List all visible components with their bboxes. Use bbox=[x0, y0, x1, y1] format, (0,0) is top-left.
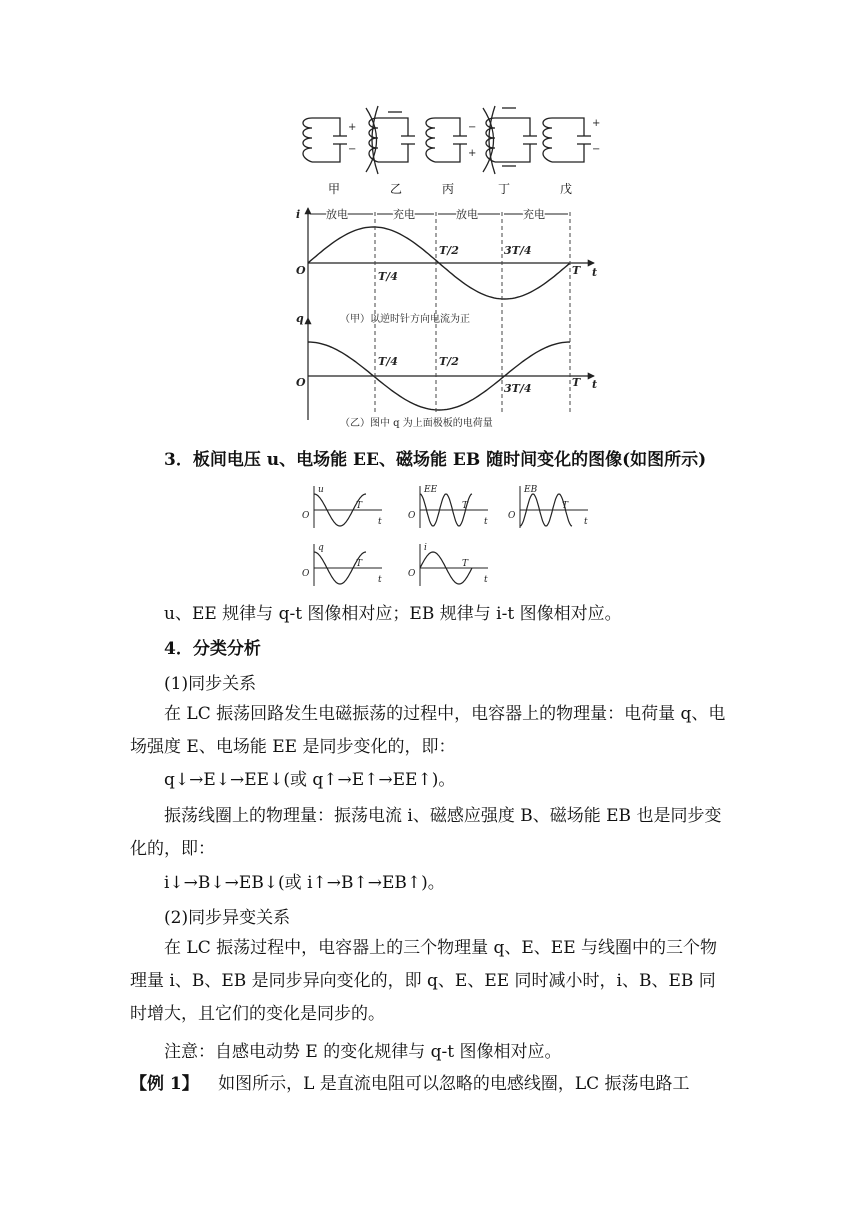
q-caption: （乙）图中 q 为上面极板的电荷量 bbox=[340, 418, 493, 429]
example-line bbox=[130, 1072, 690, 1096]
circuit-yi bbox=[366, 106, 415, 174]
small-label-t: t bbox=[484, 575, 488, 585]
i-tick-half: T/2 bbox=[439, 244, 459, 257]
formula-2: i↓→B↓→EB↓(或 i↑→B↑→EB↑)。 bbox=[164, 873, 445, 893]
small-label-o: O bbox=[408, 511, 416, 521]
example-text: 如图所示，L 是直流电阻可以忽略的电感线圈，LC 振荡电路工 bbox=[218, 1074, 690, 1094]
small-graph bbox=[302, 543, 382, 586]
circuit-labels bbox=[290, 180, 610, 198]
circuit-label: 丁 bbox=[498, 182, 511, 196]
example-tag: 【例 1】 bbox=[130, 1074, 199, 1094]
small-label-y: EE bbox=[424, 485, 438, 495]
q-t-label: t bbox=[592, 378, 598, 391]
small-graphs bbox=[290, 480, 610, 590]
svg-text:+: + bbox=[468, 148, 477, 159]
phase-label: 充电 bbox=[523, 208, 545, 221]
svg-text:−: − bbox=[592, 144, 601, 155]
small-label-o: O bbox=[302, 569, 310, 579]
small-graph bbox=[408, 485, 488, 528]
small-label-t: t bbox=[484, 517, 488, 527]
small-label-o: O bbox=[302, 511, 310, 521]
small-graph bbox=[408, 543, 488, 586]
small-label-y: q bbox=[318, 543, 324, 553]
small-label-t: t bbox=[584, 517, 588, 527]
small-label-T: T bbox=[356, 559, 363, 569]
q-tick-half: T/2 bbox=[439, 355, 459, 368]
circuit-label: 戊 bbox=[560, 182, 573, 196]
svg-text:−: − bbox=[348, 144, 357, 155]
small-label-T: T bbox=[462, 501, 469, 511]
formula-1: q↓→E↓→EE↓(或 q↑→E↑→EE↑)。 bbox=[164, 770, 456, 790]
small-label-o: O bbox=[408, 569, 416, 579]
it-qt-graphs bbox=[290, 200, 610, 430]
q-tick-q3: 3T/4 bbox=[504, 382, 532, 395]
small-graph bbox=[508, 485, 588, 528]
small-label-o: O bbox=[508, 511, 516, 521]
paragraph-2: 振荡线圈上的物理量：振荡电流 i、磁感应强度 B、磁场能 EB 也是同步变化的，即： bbox=[130, 806, 722, 859]
circuit-jia bbox=[303, 118, 347, 162]
circuit-bing bbox=[426, 118, 467, 162]
paragraph-1: 在 LC 振荡回路发生电磁振荡的过程中，电容器上的物理量：电荷量 q、电场强度 E、电场能 EE 是同步变化的，即： bbox=[130, 704, 726, 757]
phase-label: 放电 bbox=[326, 208, 348, 221]
small-label-t: t bbox=[378, 575, 382, 585]
circuit-label: 丙 bbox=[442, 182, 455, 196]
small-label-t: t bbox=[378, 517, 382, 527]
circuit-label: 甲 bbox=[328, 182, 341, 196]
rule-line: u、EE 规律与 q-t 图像相对应；EB 规律与 i-t 图像相对应。 bbox=[164, 604, 622, 624]
small-label-T: T bbox=[562, 501, 569, 511]
q-origin-label: O bbox=[296, 376, 306, 389]
svg-text:+: + bbox=[348, 122, 357, 133]
circuit-label: 乙 bbox=[390, 182, 403, 196]
small-label-T: T bbox=[462, 559, 469, 569]
small-label-T: T bbox=[356, 501, 363, 511]
i-axis-label: i bbox=[296, 208, 301, 221]
small-label-y: EB bbox=[524, 485, 538, 495]
section4-heading: 4．分类分析 bbox=[164, 639, 261, 659]
circuit-ding bbox=[483, 106, 537, 174]
circuit-wu bbox=[543, 118, 591, 162]
q-tick-q1: T/4 bbox=[378, 355, 398, 368]
phase-label: 充电 bbox=[393, 208, 415, 221]
i-origin-label: O bbox=[296, 264, 306, 277]
i-tick-q1: T/4 bbox=[378, 270, 398, 283]
q-tick-full: T bbox=[572, 376, 581, 389]
note-line: 注意：自感电动势 E 的变化规律与 q-t 图像相对应。 bbox=[164, 1042, 562, 1062]
sub1-heading: (1)同步关系 bbox=[164, 674, 257, 694]
phase-label: 放电 bbox=[456, 208, 478, 221]
paragraph-3: 在 LC 振荡过程中，电容器上的三个物理量 q、E、EE 与线圈中的三个物理量 i、B、EB 是同步异向变化的，即 q、E、EE 同时减小时，i、B、EB 同时增大，且它们的变化是同步的。 bbox=[130, 938, 718, 1024]
svg-text:+: + bbox=[592, 118, 601, 129]
svg-text:−: − bbox=[468, 122, 477, 133]
sub2-heading: (2)同步异变关系 bbox=[164, 908, 291, 928]
i-tick-full: T bbox=[572, 264, 581, 277]
small-label-y: u bbox=[318, 485, 324, 495]
i-tick-q3: 3T/4 bbox=[504, 244, 532, 257]
q-axis-label: q bbox=[296, 312, 304, 325]
small-graph bbox=[302, 485, 382, 528]
small-label-y: i bbox=[424, 543, 427, 553]
i-caption: （甲）以逆时针方向电流为正 bbox=[340, 314, 470, 325]
i-t-label: t bbox=[592, 266, 598, 279]
section3-heading: 3．板间电压 u、电场能 EE、磁场能 EB 随时间变化的图像(如图所示) bbox=[164, 450, 707, 470]
